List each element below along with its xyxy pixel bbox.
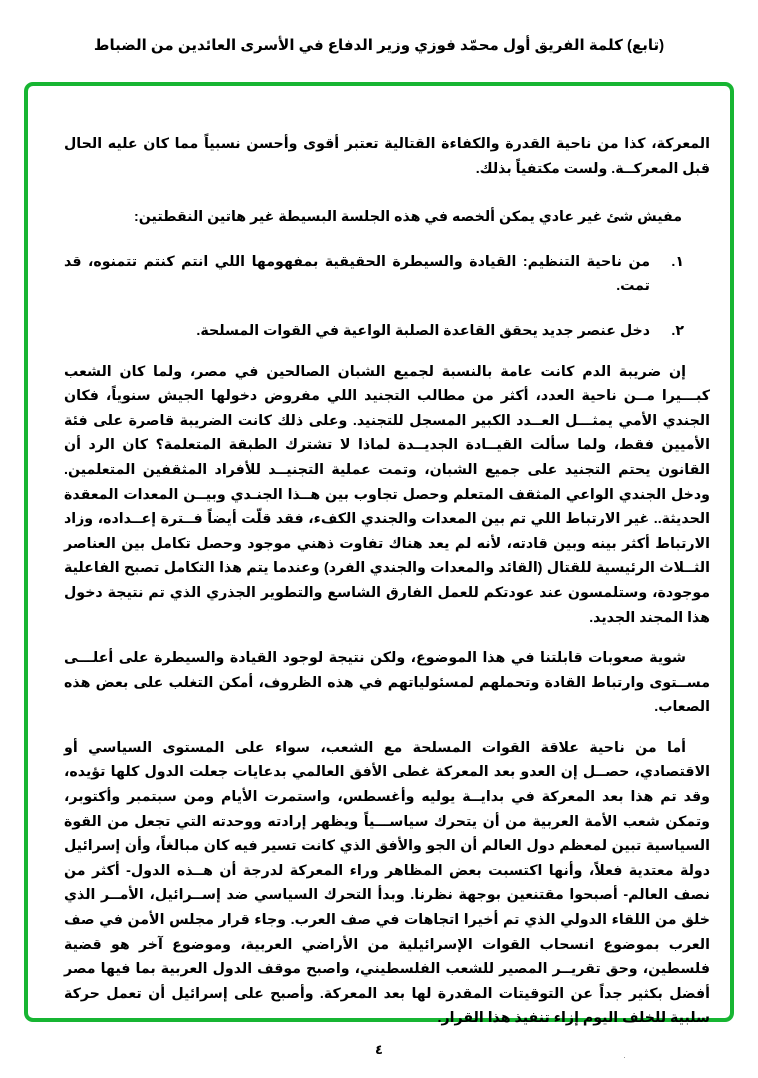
list-number: ١. (671, 253, 684, 270)
page-number: ٤ (375, 1042, 383, 1057)
page-header-title: (تابع) كلمة الفريق أول محمّد فوزي وزير الدفاع في الأسرى العائدين من الضباط (93, 37, 665, 54)
list-item-1 (64, 250, 710, 299)
paragraph-conscription: إن ضريبة الدم كانت عامة بالنسبة لجميع الشبان الصالحين في مصر، ولما كان الشعب كبـــيرا مــن ناحية العدد، أكثر من مطالب التجنيد اللي مفروض دخولها الجيش سنوياً، فكان الجندي الأمي يمثـــل العــدد الكبير المسجل للتجنيد. وعلى ذلك كانت الضريبة قاصرة على فئة الأميين فقط، ولما سألت القيــادة الجديــدة لماذا لا تشترك الطبقة المتعلمة؟ كان الرد أن القانون يحتم التجنيد على جميع الشبان، وتمت عملية التجنيــد للأفراد المثقفين المتعلمين. ودخل الجندي الواعي المثقف المتعلم وحصل تجاوب بين هــذا الجنـدي وبيــن المعدات المعقدة الحديثة.. غير الارتباط اللي تم بين المعدات والجندي الكفء، فقد قلّت أيضاً فــترة إعــداده، وزاد الارتباط أكثر بينه وبين قادته، لأنه لم يعد هناك تفاوت ذهني موجود وحصل تكامل بين العناصر الثــلاث الرئيسية للقتال (القائد والمعدات والجندي الفرد) وعندما يتم هذا التكامل تصبح الفاعلية موجودة، وستلمسون عند عودتكم للعمل الفارق الشاسع والتطوير الجذري الذي تم نتيجة دخول هذا المجند الجديد. (64, 363, 710, 626)
list-number: ٢. (671, 322, 684, 339)
paragraph-continued: المعركة، كذا من ناحية القدرة والكفاءة القتالية تعتبر أقوى وأحسن نسبياً مما كان عليه الحال قبل المعركــة. ولست مكتفياً بذلك. (64, 136, 710, 177)
paragraph-difficulties: شوية صعوبات قابلتنا في هذا الموضوع، ولكن نتيجة لوجود القيادة والسيطرة على أعلـــى مســتوى وارتباط القادة وتحملهم لمسئولياتهم في هذه الظروف، أمكن التغلب على بعض هذه الصعاب. (64, 650, 710, 716)
paragraph-relations: أما من ناحية علاقة القوات المسلحة مع الشعب، سواء على المستوى السياسي أو الاقتصادي، حصــل إن العدو بعد المعركة غطى الأفق العالمي بدعايات جعلت الدول كلها تؤيده، وقد تم هذا بعد المعركة في بدايــة يوليه وأغسطس، واستمرت الأيام ومن سبتمبر وأكتوبر، وتمكن شعب الأمة العربية من أن يتحرك سياســـياً ويظهر إرادته ووحدته التي تجعل من القوة السياسية تبين لمعظم دول العالم أن الجو والأفق الذي كانت تسير فيه كان مبالغاً، وأن إسرائيل دولة معتدية فعلاً، وأنها اكتسبت بعض المظاهر وراء المعركة لدرجة أن هــذه الدول- أكثر من نصف العالم- أصبحوا مقتنعين بوجهة نظرنا. وبدأ التحرك السياسي ضد إســرائيل، الأمــر الذي خلق من اللقاء الدولي الذي تم أخيرا اتجاهات في صف العرب. وجاء قرار مجلس الأمن في صف العرب بموضوع انسحاب القوات الإسرائيلية من الأراضي العربية، وموضوع آخر هو قضية فلسطين، وحق تقريــر المصير للشعب الفلسطيني، واصبح موقف الدول العربية بما فيها مصر أفضل بكثير جداً عن التوقيتات المقدرة لها بعد المعركة. وأصبح على إسرائيل أن تعمل حركة سلبية للخلف اليوم إزاء تنفيذ هذا القرار. (64, 739, 710, 1027)
paragraph-intro-points: مفيش شئ غير عادي يمكن ألخصه في هذه الجلسة البسيطة غير هاتين النقطتين: (134, 209, 682, 226)
list-text: دخل عنصر جديد يحقق القاعدة الصلبة الواعية في القوات المسلحة. (196, 322, 650, 339)
document-body (64, 132, 710, 1031)
list-item-2 (64, 319, 710, 344)
list-text: من ناحية التنظيم: القيادة والسيطرة الحقيقية بمفهومها اللي انتم كنتم تتمنوه، قد تمت. (64, 253, 650, 295)
scan-artifact-dot (624, 1057, 625, 1058)
